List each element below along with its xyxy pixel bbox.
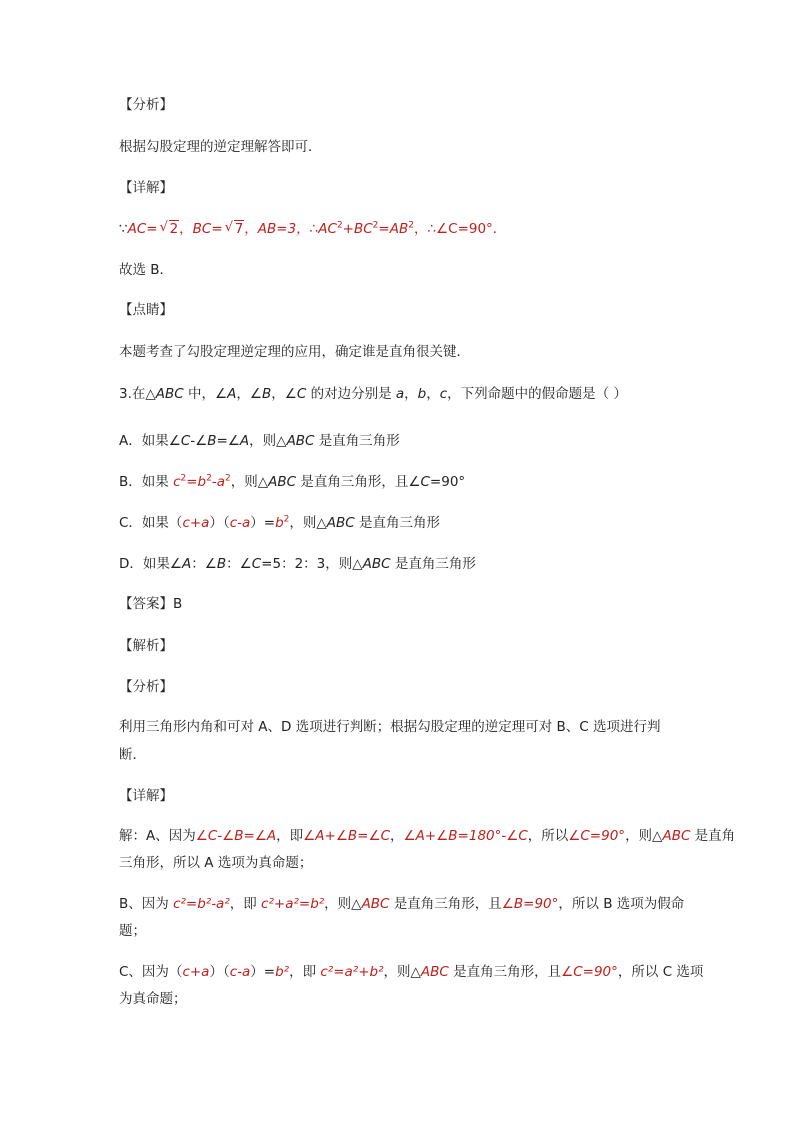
solution-a-line-2: 三角形，所以 A 选项为真命题； xyxy=(119,855,313,871)
option-c: C．如果$(c+a)(c-a)=b^2$，则△ABC 是直角三角形 xyxy=(119,514,441,531)
analysis-text: 根据勾股定理的逆定理解答即可． xyxy=(119,139,322,155)
option-d: D．如果∠A：∠B：∠C=5：2：3，则△ABC 是直角三角形 xyxy=(119,556,476,572)
detail-formula-line: ∵AC=√ 2，BC=√ 7，AB=3，$\therefore AC^2+BC^2=AB^2$，∴∠C=90°． xyxy=(119,219,506,239)
section-heading-detail-2: 【详解】 xyxy=(119,788,173,804)
section-heading-analysis: 【分析】 xyxy=(119,97,173,113)
analysis-2-line-2: 断． xyxy=(119,747,146,763)
option-a: A．如果∠C-∠B=∠A，则△ABC 是直角三角形 xyxy=(119,433,400,449)
solution-a-line-1: 解：A、因为∠C-∠B=∠A，即∠A+∠B=∠C，∠A+∠B=180°-∠C，所以∠C=90°，则△ABC 是直角 xyxy=(119,828,736,844)
sqrt-7: √ 7 xyxy=(225,219,245,239)
solution-c-line-1: C、因为（c+a）（c-a）=b²，即 c²=a²+b²，则△ABC 是直角三角形，且∠C=90°，所以 C 选项 xyxy=(119,964,704,980)
section-heading-analysis-2: 【分析】 xyxy=(119,679,173,695)
choice-text: 故选 B． xyxy=(119,262,174,278)
section-heading-comment: 【点睛】 xyxy=(119,302,173,318)
option-b: B．如果 $c^2=b^2-a^2$，则△ABC 是直角三角形，且∠C=90° xyxy=(119,473,466,490)
section-heading-explanation: 【解析】 xyxy=(119,638,173,654)
sqrt-2: √ 2 xyxy=(160,219,180,239)
analysis-2-line-1: 利用三角形内角和可对 A、D 选项进行判断；根据勾股定理的逆定理可对 B、C 选项进行判 xyxy=(119,719,661,735)
answer-line: 【答案】B xyxy=(119,596,183,612)
section-heading-detail: 【详解】 xyxy=(119,180,173,196)
question-3: 3.在△ABC 中，∠A，∠B，∠C 的对边分别是 a，b，c，下列命题中的假命题是（ ） xyxy=(119,386,627,402)
solution-b-line-2: 题； xyxy=(119,923,146,939)
solution-c-line-2: 为真命题； xyxy=(119,991,187,1007)
comment-text: 本题考查了勾股定理逆定理的应用，确定谁是直角很关键． xyxy=(119,344,470,360)
solution-b-line-1: B、因为 c²=b²-a²，即 c²+a²=b²，则△ABC 是直角三角形，且∠B=90°，所以 B 选项为假命 xyxy=(119,896,685,912)
